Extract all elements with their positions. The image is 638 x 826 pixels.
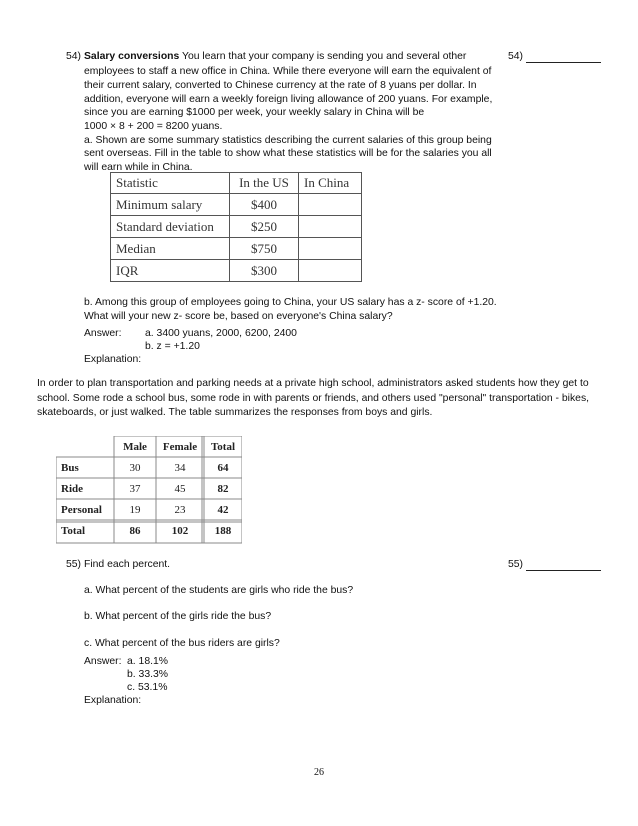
table-cell: 102 (171, 524, 189, 537)
table-header-cell: In the US (230, 173, 299, 194)
question-54-line: sent overseas. Fill in the table to show what these statistics will be for the salaries you all (84, 148, 492, 159)
table-row (111, 216, 362, 238)
table-cell: Standard deviation (111, 216, 230, 238)
question-54-line: a. Shown are some summary statistics describing the current salaries of this group being (84, 135, 492, 146)
page-number: 26 (314, 767, 324, 778)
table-cell: 82 (217, 482, 229, 495)
table-cell: $300 (230, 260, 299, 282)
answer-a: a. 18.1% (127, 656, 169, 667)
table-cell: Minimum salary (111, 194, 230, 216)
table-cell: 64 (217, 461, 229, 474)
answer-55-number: 55) (508, 559, 524, 570)
question-54-line: employees to staff a new office in China. While there everyone will earn the equivalent of (84, 66, 492, 77)
table-cell: 19 (129, 503, 141, 516)
table-row (56, 499, 242, 520)
table-cell: Median (111, 238, 230, 260)
table-cell: 45 (174, 482, 186, 495)
table-header-cell: Male (123, 440, 147, 453)
answer-a: a. 3400 yuans, 2000, 6200, 2400 (145, 328, 297, 339)
table-header-row (111, 173, 362, 194)
intro-line: school. Some rode a school bus, some rode in with parents or friends, and others used "personal" transportation - bikes, (37, 393, 590, 404)
answer-54-number: 54) (508, 51, 524, 62)
table-cell: $250 (230, 216, 299, 238)
china-value-cell[interactable] (299, 260, 362, 282)
table-cell: 37 (129, 482, 141, 495)
question-54-line: since you are earning $1000 per week, your weekly salary in China will be (84, 107, 425, 118)
answer-54-blank[interactable] (526, 62, 601, 63)
question-54-line-0: You learn that your company is sending you and several other (182, 51, 467, 62)
table-cell: $750 (230, 238, 299, 260)
question-54-title: Salary conversions (84, 51, 180, 62)
answer-label: Answer: (84, 656, 122, 667)
question-54-part-b-line: b. Among this group of employees going to China, your US salary has a z- score of +1.20. (84, 297, 497, 308)
table-header-cell: Total (210, 440, 236, 453)
table-cell: 188 (214, 524, 232, 537)
question-54-line: their current salary, converted to Chinese currency at the rate of 8 yuans per dollar. In (84, 80, 477, 91)
question-55-part-b: b. What percent of the girls ride the bus? (84, 611, 272, 622)
china-value-cell[interactable] (299, 238, 362, 260)
table-cell: 30 (129, 461, 141, 474)
row-header: Ride (61, 482, 83, 495)
table-cell: $400 (230, 194, 299, 216)
table-header-cell: Female (162, 440, 198, 453)
table-header-cell (56, 436, 114, 457)
row-header: Total (61, 524, 86, 537)
salary-statistics-table (110, 172, 362, 282)
table-cell: 86 (129, 524, 141, 537)
question-54-part-b-line: What will your new z- score be, based on everyone's China salary? (84, 311, 393, 322)
intro-line: skateboards, or just walked. The table summarizes the responses from boys and girls. (37, 407, 433, 418)
answer-b: b. z = +1.20 (145, 341, 200, 352)
explanation-label: Explanation: (84, 695, 142, 706)
table-row (111, 260, 362, 282)
table-header-cell: Statistic (111, 173, 230, 194)
answer-c: c. 53.1% (127, 682, 168, 693)
answer-55-blank[interactable] (526, 570, 601, 571)
table-header-cell: In China (299, 173, 362, 194)
row-header: Personal (61, 503, 102, 516)
question-54-line: will earn while in China. (84, 162, 193, 173)
question-55-part-a: a. What percent of the students are girls who ride the bus? (84, 585, 354, 596)
question-55-number: 55) (66, 559, 82, 570)
row-header: Bus (61, 461, 79, 474)
question-55-prompt: Find each percent. (84, 559, 171, 570)
table-cell: 23 (174, 503, 186, 516)
china-value-cell[interactable] (299, 216, 362, 238)
question-55-part-c: c. What percent of the bus riders are girls? (84, 638, 280, 649)
china-value-cell[interactable] (299, 194, 362, 216)
question-54-first-line (84, 50, 466, 63)
question-54-line: addition, everyone will earn a weekly foreign living allowance of 200 yuans. For example, (84, 94, 493, 105)
explanation-label: Explanation: (84, 354, 142, 365)
table-row (56, 478, 242, 499)
intro-line: In order to plan transportation and parking needs at a private high school, administrators asked students how they get to (37, 378, 589, 389)
transportation-table (56, 436, 242, 541)
table-row (56, 457, 242, 478)
question-54-line: 1000 × 8 + 200 = 8200 yuans. (84, 121, 223, 132)
table-cell: 42 (217, 503, 229, 516)
answer-b: b. 33.3% (127, 669, 169, 680)
table-row (111, 194, 362, 216)
table-row (56, 520, 242, 541)
question-54-number: 54) (66, 51, 82, 62)
answer-label: Answer: (84, 328, 122, 339)
table-cell: 34 (174, 461, 186, 474)
table-header-row (56, 436, 242, 457)
table-row (111, 238, 362, 260)
table-cell: IQR (111, 260, 230, 282)
